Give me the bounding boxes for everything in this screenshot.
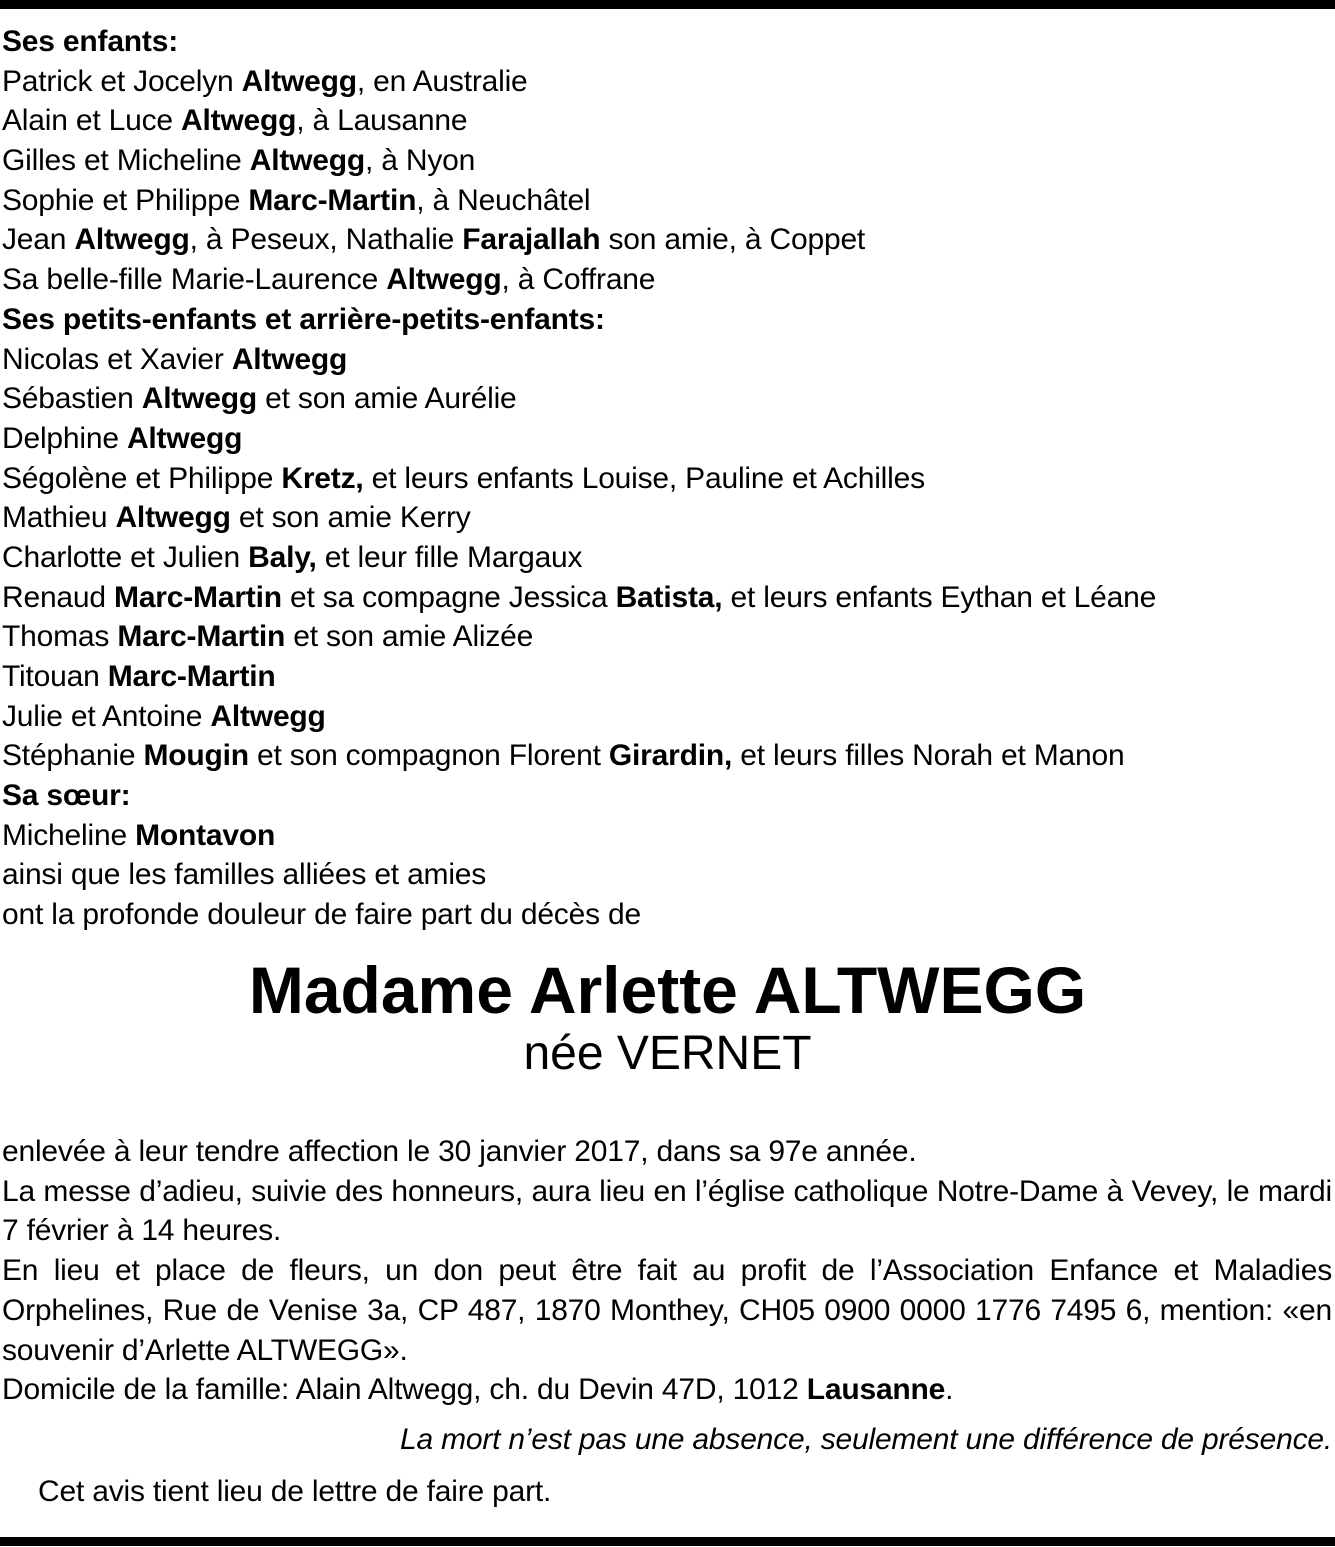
surname: Altwegg: [386, 263, 502, 297]
line-text: son amie, à Coppet: [600, 223, 866, 257]
surname: Altwegg: [115, 501, 231, 535]
children-heading: Ses enfants:: [2, 25, 178, 58]
surname: Marc-Martin: [117, 620, 286, 654]
child-line: [2, 260, 1332, 300]
line-text: Alain et Luce: [2, 104, 181, 138]
family-list: [2, 22, 1332, 935]
line-text: , à Nyon: [365, 144, 476, 178]
child-line: [2, 141, 1332, 181]
line-text: Stéphanie: [2, 739, 144, 773]
grandchildren-list: [2, 340, 1332, 777]
line-text: Sébastien: [2, 382, 142, 416]
bottom-rule: [0, 1537, 1335, 1546]
grandchild-line: [2, 697, 1332, 737]
line-text: , à Lausanne: [296, 104, 468, 138]
sister-heading: Sa sœur:: [2, 779, 131, 813]
surname: Mougin: [143, 739, 249, 773]
closing-quote: La mort n’est pas une absence, seulement une différence de présence.: [399, 1423, 1332, 1456]
line-text: , à Neuchâtel: [416, 183, 591, 217]
domicile-prefix: Domicile de la famille: Alain Altwegg, ch. du Devin 47D, 1012: [2, 1373, 807, 1407]
surname: Farajallah: [462, 223, 601, 257]
line-text: ainsi que les familles alliées et amies: [2, 858, 487, 892]
sister-list: [2, 816, 1332, 935]
surname: Altwegg: [181, 104, 297, 138]
child-line: [2, 101, 1332, 141]
grandchild-line: [2, 736, 1332, 776]
surname: Altwegg: [249, 144, 366, 178]
children-list: [2, 62, 1332, 300]
domicile-city: Lausanne: [806, 1373, 946, 1407]
domicile-text: [2, 1370, 1332, 1410]
surname: Altwegg: [141, 382, 258, 416]
domicile-suffix: .: [945, 1373, 954, 1407]
surname: Marc-Martin: [114, 580, 282, 614]
deceased-birth-name: née VERNET: [523, 1027, 812, 1080]
sister-line: [2, 895, 1332, 935]
deceased-name: Madame Arlette ALTWEGG: [248, 953, 1087, 1027]
line-text: et leurs enfants Louise, Pauline et Achilles: [363, 461, 925, 495]
surname: Altwegg: [231, 342, 348, 376]
line-text: , à Coffrane: [501, 263, 656, 297]
grandchild-line: [2, 657, 1332, 697]
donation-text: En lieu et place de fleurs, un don peut être fait au profit de l’Association Enfance et Maladies Orphelines, Rue de Venise 3a, CP 487, 1870 Monthey, CH05 0900 0000 1776 7495 6, mention: «en souvenir d’Arlette ALTWEGG».: [2, 1254, 1332, 1367]
line-text: Mathieu: [2, 501, 116, 535]
grandchild-line: [2, 578, 1332, 618]
line-text: ont la profonde douleur de faire part du décès de: [2, 898, 641, 932]
line-text: Gilles et Micheline: [2, 144, 250, 178]
line-text: , à Peseux, Nathalie: [189, 223, 463, 257]
surname: Altwegg: [241, 64, 357, 98]
line-text: et leur fille Margaux: [316, 540, 583, 574]
child-line: [2, 181, 1332, 221]
sister-line: [2, 816, 1332, 856]
footer-note: Cet avis tient lieu de lettre de faire part.: [38, 1475, 552, 1508]
line-text: Nicolas et Xavier: [2, 342, 232, 376]
surname: Marc-Martin: [107, 660, 276, 693]
line-text: et leurs enfants Eythan et Léane: [722, 580, 1157, 614]
line-text: Titouan: [2, 660, 108, 693]
line-text: et son amie Aurélie: [257, 382, 517, 416]
sister-line: [2, 855, 1332, 895]
line-text: Micheline: [2, 818, 136, 852]
line-text: Renaud: [2, 580, 115, 614]
surname: Montavon: [135, 818, 276, 852]
line-text: , en Australie: [356, 64, 528, 98]
grandchild-line: [2, 538, 1332, 578]
surname: Altwegg: [210, 699, 326, 733]
child-line: [2, 62, 1332, 102]
grandchild-line: [2, 459, 1332, 499]
top-rule: [0, 0, 1335, 9]
line-text: Delphine: [2, 421, 127, 455]
line-text: Julie et Antoine: [2, 699, 211, 733]
grandchild-line: [2, 498, 1332, 538]
line-text: Jean: [2, 223, 75, 257]
grandchild-line: [2, 379, 1332, 419]
surname: Girardin,: [608, 739, 733, 773]
line-text: Thomas: [2, 620, 118, 654]
line-text: Charlotte et Julien: [2, 540, 249, 574]
surname: Marc-Martin: [248, 183, 417, 217]
line-text: Patrick et Jocelyn: [2, 64, 242, 98]
surname: Kretz,: [281, 461, 364, 495]
surname: Altwegg: [126, 421, 243, 455]
funeral-mass-text: La messe d’adieu, suivie des honneurs, aura lieu en l’église catholique Notre-Dame à Vevey, le mardi 7 février à 14 heures.: [2, 1174, 1332, 1248]
line-text: Sa belle-fille Marie-Laurence: [2, 263, 387, 297]
grandchild-line: [2, 340, 1332, 380]
grandchild-line: [2, 419, 1332, 459]
notice-body: [2, 1132, 1332, 1410]
surname: Altwegg: [74, 223, 190, 257]
grandchildren-heading: Ses petits-enfants et arrière-petits-enfants:: [2, 302, 605, 336]
line-text: et son compagnon Florent: [248, 739, 609, 773]
line-text: Sophie et Philippe: [2, 183, 249, 217]
line-text: et son amie Alizée: [285, 620, 534, 654]
surname: Batista,: [615, 580, 723, 614]
grandchild-line: [2, 617, 1332, 657]
line-text: et son amie Kerry: [230, 501, 471, 535]
line-text: Ségolène et Philippe: [2, 461, 282, 495]
line-text: et sa compagne Jessica: [281, 580, 616, 614]
line-text: et leurs filles Norah et Manon: [732, 739, 1125, 773]
surname: Baly,: [248, 540, 317, 574]
passing-date-text: enlevée à leur tendre affection le 30 janvier 2017, dans sa 97e année.: [2, 1135, 917, 1168]
child-line: [2, 220, 1332, 260]
